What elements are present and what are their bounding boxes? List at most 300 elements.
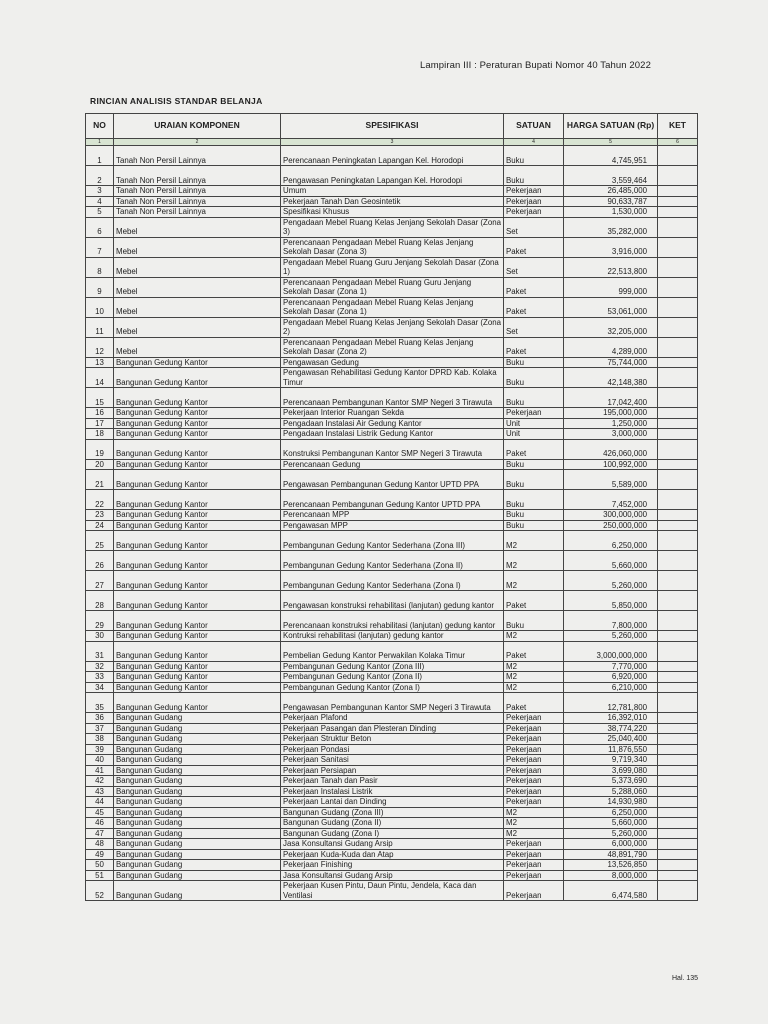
budget-table bbox=[85, 113, 698, 901]
table-cell-satuan: Buku bbox=[504, 368, 564, 388]
table-cell-satuan: Unit bbox=[504, 418, 564, 429]
table-row bbox=[86, 776, 698, 787]
table-row bbox=[86, 641, 698, 661]
table-cell-satuan: Buku bbox=[504, 388, 564, 408]
table-cell-harga: 53,061,000 bbox=[564, 297, 658, 317]
table-cell-ket bbox=[658, 755, 698, 766]
table-cell-satuan: Paket bbox=[504, 337, 564, 357]
table-cell-ket bbox=[658, 337, 698, 357]
table-cell-no: 22 bbox=[86, 490, 114, 510]
table-cell-no: 45 bbox=[86, 807, 114, 818]
table-cell-ket bbox=[658, 786, 698, 797]
table-cell-spesifikasi: Perencanaan Pengadaan Mebel Ruang Kelas Jenjang Sekolah Dasar (Zona 1) bbox=[281, 297, 504, 317]
table-cell-uraian: Bangunan Gedung Kantor bbox=[114, 388, 281, 408]
table-cell-uraian: Bangunan Gudang bbox=[114, 828, 281, 839]
table-cell-no: 3 bbox=[86, 186, 114, 197]
table-cell-no: 10 bbox=[86, 297, 114, 317]
table-cell-no: 38 bbox=[86, 734, 114, 745]
table-cell-no: 21 bbox=[86, 470, 114, 490]
table-cell-uraian: Mebel bbox=[114, 317, 281, 337]
table-cell-no: 15 bbox=[86, 388, 114, 408]
table-cell-spesifikasi: Kontruksi rehabilitasi (lanjutan) gedung kantor bbox=[281, 631, 504, 642]
table-cell-uraian: Tanah Non Persil Lainnya bbox=[114, 146, 281, 166]
table-row bbox=[86, 734, 698, 745]
table-cell-harga: 5,589,000 bbox=[564, 470, 658, 490]
table-cell-harga: 3,699,080 bbox=[564, 765, 658, 776]
table-row bbox=[86, 551, 698, 571]
table-cell-no: 7 bbox=[86, 237, 114, 257]
table-cell-uraian: Bangunan Gudang bbox=[114, 713, 281, 724]
table-row bbox=[86, 661, 698, 672]
table-cell-satuan: Set bbox=[504, 257, 564, 277]
table-cell-spesifikasi: Umum bbox=[281, 186, 504, 197]
table-cell-harga: 8,000,000 bbox=[564, 870, 658, 881]
table-cell-no: 12 bbox=[86, 337, 114, 357]
table-cell-ket bbox=[658, 217, 698, 237]
table-row bbox=[86, 818, 698, 829]
table-cell-no: 14 bbox=[86, 368, 114, 388]
table-cell-satuan: Pekerjaan bbox=[504, 839, 564, 850]
table-cell-ket bbox=[658, 870, 698, 881]
table-cell-harga: 6,250,000 bbox=[564, 807, 658, 818]
table-cell-uraian: Bangunan Gedung Kantor bbox=[114, 531, 281, 551]
table-cell-harga: 426,060,000 bbox=[564, 439, 658, 459]
table-cell-spesifikasi: Perencanaan Pembangunan Kantor SMP Negeri 3 Tirawuta bbox=[281, 388, 504, 408]
table-cell-ket bbox=[658, 693, 698, 713]
table-cell-harga: 250,000,000 bbox=[564, 520, 658, 531]
table-cell-no: 41 bbox=[86, 765, 114, 776]
table-cell-no: 40 bbox=[86, 755, 114, 766]
table-row bbox=[86, 828, 698, 839]
table-cell-harga: 26,485,000 bbox=[564, 186, 658, 197]
table-cell-spesifikasi: Pengawasan MPP bbox=[281, 520, 504, 531]
table-cell-no: 23 bbox=[86, 510, 114, 521]
table-row bbox=[86, 755, 698, 766]
table-cell-satuan: M2 bbox=[504, 531, 564, 551]
table-row bbox=[86, 510, 698, 521]
table-cell-satuan: Pekerjaan bbox=[504, 765, 564, 776]
table-cell-harga: 5,660,000 bbox=[564, 818, 658, 829]
table-cell-uraian: Bangunan Gedung Kantor bbox=[114, 470, 281, 490]
table-cell-ket bbox=[658, 551, 698, 571]
table-cell-spesifikasi: Pekerjaan Pondasi bbox=[281, 744, 504, 755]
column-header-no: NO bbox=[86, 114, 114, 139]
table-row bbox=[86, 186, 698, 197]
table-cell-uraian: Mebel bbox=[114, 237, 281, 257]
table-row bbox=[86, 337, 698, 357]
column-header-spesifikasi: SPESIFIKASI bbox=[281, 114, 504, 139]
table-cell-spesifikasi: Pembangunan Gedung Kantor Sederhana (Zona I) bbox=[281, 571, 504, 591]
table-cell-satuan: M2 bbox=[504, 631, 564, 642]
table-cell-spesifikasi: Pengawasan Gedung bbox=[281, 357, 504, 368]
table-cell-satuan: Pekerjaan bbox=[504, 881, 564, 901]
table-cell-no: 32 bbox=[86, 661, 114, 672]
table-row bbox=[86, 631, 698, 642]
table-row bbox=[86, 490, 698, 510]
table-cell-ket bbox=[658, 807, 698, 818]
table-cell-spesifikasi: Pembangunan Gedung Kantor (Zona II) bbox=[281, 672, 504, 683]
table-cell-no: 17 bbox=[86, 418, 114, 429]
table-row bbox=[86, 196, 698, 207]
table-cell-satuan: Paket bbox=[504, 693, 564, 713]
table-cell-harga: 6,250,000 bbox=[564, 531, 658, 551]
table-row bbox=[86, 839, 698, 850]
table-cell-spesifikasi: Pembelian Gedung Kantor Perwakilan Kolaka Timur bbox=[281, 641, 504, 661]
table-cell-satuan: Pekerjaan bbox=[504, 797, 564, 808]
table-cell-ket bbox=[658, 571, 698, 591]
table-cell-spesifikasi: Jasa Konsultansi Gudang Arsip bbox=[281, 839, 504, 850]
table-cell-satuan: Buku bbox=[504, 520, 564, 531]
table-row bbox=[86, 744, 698, 755]
table-cell-harga: 12,781,800 bbox=[564, 693, 658, 713]
table-cell-uraian: Mebel bbox=[114, 257, 281, 277]
table-cell-ket bbox=[658, 520, 698, 531]
table-cell-spesifikasi: Perencanaan konstruksi rehabilitasi (lanjutan) gedung kantor bbox=[281, 611, 504, 631]
table-cell-uraian: Bangunan Gudang bbox=[114, 881, 281, 901]
table-cell-spesifikasi: Pengadaan Mebel Ruang Kelas Jenjang Sekolah Dasar (Zona 2) bbox=[281, 317, 504, 337]
table-cell-harga: 5,260,000 bbox=[564, 631, 658, 642]
table-cell-satuan: Buku bbox=[504, 611, 564, 631]
table-row bbox=[86, 297, 698, 317]
table-cell-satuan: Pekerjaan bbox=[504, 755, 564, 766]
table-cell-harga: 100,992,000 bbox=[564, 459, 658, 470]
table-row bbox=[86, 418, 698, 429]
table-cell-no: 5 bbox=[86, 207, 114, 218]
table-cell-harga: 3,559,464 bbox=[564, 166, 658, 186]
table-cell-satuan: Set bbox=[504, 317, 564, 337]
table-cell-harga: 5,288,060 bbox=[564, 786, 658, 797]
table-cell-harga: 6,210,000 bbox=[564, 682, 658, 693]
document-title: RINCIAN ANALISIS STANDAR BELANJA bbox=[90, 96, 263, 106]
table-cell-harga: 3,000,000,000 bbox=[564, 641, 658, 661]
table-cell-ket bbox=[658, 277, 698, 297]
table-cell-harga: 6,920,000 bbox=[564, 672, 658, 683]
table-cell-no: 52 bbox=[86, 881, 114, 901]
table-cell-ket bbox=[658, 776, 698, 787]
table-cell-harga: 999,000 bbox=[564, 277, 658, 297]
table-cell-ket bbox=[658, 146, 698, 166]
table-cell-satuan: Paket bbox=[504, 277, 564, 297]
table-cell-uraian: Bangunan Gedung Kantor bbox=[114, 368, 281, 388]
table-cell-satuan: Unit bbox=[504, 429, 564, 440]
table-cell-uraian: Bangunan Gedung Kantor bbox=[114, 591, 281, 611]
table-cell-ket bbox=[658, 641, 698, 661]
table-cell-spesifikasi: Pembangunan Gedung Kantor (Zona III) bbox=[281, 661, 504, 672]
table-cell-uraian: Tanah Non Persil Lainnya bbox=[114, 196, 281, 207]
table-cell-satuan: Buku bbox=[504, 459, 564, 470]
table-cell-harga: 5,660,000 bbox=[564, 551, 658, 571]
table-cell-no: 51 bbox=[86, 870, 114, 881]
table-cell-harga: 25,040,400 bbox=[564, 734, 658, 745]
table-cell-spesifikasi: Perencanaan Pengadaan Mebel Ruang Guru Jenjang Sekolah Dasar (Zona 1) bbox=[281, 277, 504, 297]
table-cell-harga: 75,744,000 bbox=[564, 357, 658, 368]
table-cell-no: 18 bbox=[86, 429, 114, 440]
table-cell-ket bbox=[658, 510, 698, 521]
table-cell-harga: 7,452,000 bbox=[564, 490, 658, 510]
table-cell-harga: 6,474,580 bbox=[564, 881, 658, 901]
table-cell-ket bbox=[658, 734, 698, 745]
table-cell-uraian: Bangunan Gedung Kantor bbox=[114, 631, 281, 642]
table-cell-no: 39 bbox=[86, 744, 114, 755]
table-row bbox=[86, 870, 698, 881]
table-cell-spesifikasi: Perencanaan Pengadaan Mebel Ruang Kelas Jenjang Sekolah Dasar (Zona 3) bbox=[281, 237, 504, 257]
table-cell-satuan: Buku bbox=[504, 146, 564, 166]
table-cell-uraian: Bangunan Gudang bbox=[114, 797, 281, 808]
table-row bbox=[86, 237, 698, 257]
table-cell-harga: 7,800,000 bbox=[564, 611, 658, 631]
table-cell-uraian: Mebel bbox=[114, 337, 281, 357]
column-header-satuan: SATUAN bbox=[504, 114, 564, 139]
table-cell-harga: 42,148,380 bbox=[564, 368, 658, 388]
table-cell-satuan: Buku bbox=[504, 510, 564, 521]
table-cell-spesifikasi: Pekerjaan Tanah dan Pasir bbox=[281, 776, 504, 787]
table-cell-ket bbox=[658, 237, 698, 257]
table-cell-uraian: Bangunan Gedung Kantor bbox=[114, 672, 281, 683]
table-cell-ket bbox=[658, 611, 698, 631]
table-cell-satuan: Pekerjaan bbox=[504, 186, 564, 197]
table-row bbox=[86, 388, 698, 408]
table-cell-no: 29 bbox=[86, 611, 114, 631]
table-cell-spesifikasi: Perencanaan Pembangunan Gedung Kantor UPTD PPA bbox=[281, 490, 504, 510]
table-cell-ket bbox=[658, 439, 698, 459]
table-cell-uraian: Bangunan Gudang bbox=[114, 807, 281, 818]
table-cell-satuan: M2 bbox=[504, 571, 564, 591]
table-cell-harga: 13,526,850 bbox=[564, 860, 658, 871]
table-cell-no: 9 bbox=[86, 277, 114, 297]
table-cell-ket bbox=[658, 418, 698, 429]
table-cell-no: 35 bbox=[86, 693, 114, 713]
table-cell-harga: 300,000,000 bbox=[564, 510, 658, 521]
table-row bbox=[86, 470, 698, 490]
table-cell-ket bbox=[658, 723, 698, 734]
table-cell-ket bbox=[658, 818, 698, 829]
table-cell-satuan: Pekerjaan bbox=[504, 723, 564, 734]
table-cell-no: 47 bbox=[86, 828, 114, 839]
table-cell-no: 11 bbox=[86, 317, 114, 337]
table-cell-uraian: Bangunan Gudang bbox=[114, 849, 281, 860]
column-header-harga: HARGA SATUAN (Rp) bbox=[564, 114, 658, 139]
table-cell-spesifikasi: Pekerjaan Finishing bbox=[281, 860, 504, 871]
table-cell-spesifikasi: Jasa Konsultansi Gudang Arsip bbox=[281, 870, 504, 881]
table-cell-ket bbox=[658, 661, 698, 672]
table-row bbox=[86, 429, 698, 440]
table-row bbox=[86, 459, 698, 470]
table-cell-spesifikasi: Pekerjaan Pasangan dan Plesteran Dinding bbox=[281, 723, 504, 734]
table-cell-satuan: Pekerjaan bbox=[504, 408, 564, 419]
table-cell-uraian: Bangunan Gedung Kantor bbox=[114, 611, 281, 631]
table-cell-satuan: M2 bbox=[504, 818, 564, 829]
table-row bbox=[86, 723, 698, 734]
table-cell-no: 46 bbox=[86, 818, 114, 829]
table-cell-uraian: Bangunan Gudang bbox=[114, 734, 281, 745]
table-cell-ket bbox=[658, 682, 698, 693]
column-index: 3 bbox=[281, 139, 504, 146]
table-cell-spesifikasi: Pembangunan Gedung Kantor Sederhana (Zona III) bbox=[281, 531, 504, 551]
table-cell-satuan: Pekerjaan bbox=[504, 870, 564, 881]
table-cell-no: 25 bbox=[86, 531, 114, 551]
table-cell-spesifikasi: Pengawasan Peningkatan Lapangan Kel. Horodopi bbox=[281, 166, 504, 186]
table-cell-harga: 5,260,000 bbox=[564, 571, 658, 591]
table-cell-ket bbox=[658, 470, 698, 490]
table-cell-satuan: M2 bbox=[504, 682, 564, 693]
table-row bbox=[86, 682, 698, 693]
table-cell-spesifikasi: Pekerjaan Kuda-Kuda dan Atap bbox=[281, 849, 504, 860]
table-row bbox=[86, 277, 698, 297]
table-cell-harga: 195,000,000 bbox=[564, 408, 658, 419]
table-cell-harga: 5,373,690 bbox=[564, 776, 658, 787]
table-body bbox=[86, 146, 698, 901]
table-cell-satuan: Pekerjaan bbox=[504, 196, 564, 207]
table-row bbox=[86, 807, 698, 818]
table-cell-spesifikasi: Pengawasan Pembangunan Gedung Kantor UPTD PPA bbox=[281, 470, 504, 490]
table-cell-spesifikasi: Pengawasan Rehabilitasi Gedung Kantor DPRD Kab. Kolaka Timur bbox=[281, 368, 504, 388]
column-index: 5 bbox=[564, 139, 658, 146]
table-header-row bbox=[86, 114, 698, 139]
table-cell-harga: 1,250,000 bbox=[564, 418, 658, 429]
table-cell-ket bbox=[658, 459, 698, 470]
table-cell-spesifikasi: Pekerjaan Interior Ruangan Sekda bbox=[281, 408, 504, 419]
table-cell-uraian: Bangunan Gedung Kantor bbox=[114, 510, 281, 521]
table-cell-harga: 16,392,010 bbox=[564, 713, 658, 724]
table-cell-no: 42 bbox=[86, 776, 114, 787]
table-cell-satuan: Paket bbox=[504, 641, 564, 661]
table-cell-no: 19 bbox=[86, 439, 114, 459]
table-cell-harga: 38,774,220 bbox=[564, 723, 658, 734]
table-cell-uraian: Mebel bbox=[114, 277, 281, 297]
table-cell-no: 30 bbox=[86, 631, 114, 642]
table-cell-uraian: Bangunan Gudang bbox=[114, 723, 281, 734]
table-row bbox=[86, 368, 698, 388]
table-cell-no: 26 bbox=[86, 551, 114, 571]
table-cell-no: 4 bbox=[86, 196, 114, 207]
table-row bbox=[86, 257, 698, 277]
table-cell-spesifikasi: Perencanaan Pengadaan Mebel Ruang Kelas Jenjang Sekolah Dasar (Zona 2) bbox=[281, 337, 504, 357]
table-cell-uraian: Bangunan Gedung Kantor bbox=[114, 682, 281, 693]
table-cell-uraian: Bangunan Gudang bbox=[114, 860, 281, 871]
table-cell-uraian: Bangunan Gedung Kantor bbox=[114, 490, 281, 510]
table-cell-ket bbox=[658, 196, 698, 207]
table-cell-harga: 6,000,000 bbox=[564, 839, 658, 850]
table-cell-spesifikasi: Pekerjaan Sanitasi bbox=[281, 755, 504, 766]
table-cell-no: 28 bbox=[86, 591, 114, 611]
table-cell-satuan: Pekerjaan bbox=[504, 776, 564, 787]
table-cell-satuan: Pekerjaan bbox=[504, 860, 564, 871]
table-cell-ket bbox=[658, 408, 698, 419]
table-cell-ket bbox=[658, 186, 698, 197]
table-row bbox=[86, 693, 698, 713]
table-cell-ket bbox=[658, 744, 698, 755]
table-cell-spesifikasi: Perencanaan Gedung bbox=[281, 459, 504, 470]
table-cell-ket bbox=[658, 357, 698, 368]
table-row bbox=[86, 713, 698, 724]
table-cell-spesifikasi: Pembangunan Gedung Kantor Sederhana (Zona II) bbox=[281, 551, 504, 571]
table-cell-ket bbox=[658, 368, 698, 388]
table-cell-no: 24 bbox=[86, 520, 114, 531]
table-cell-ket bbox=[658, 531, 698, 551]
table-cell-no: 34 bbox=[86, 682, 114, 693]
table-cell-harga: 4,745,951 bbox=[564, 146, 658, 166]
table-cell-ket bbox=[658, 429, 698, 440]
table-row bbox=[86, 520, 698, 531]
table-cell-satuan: Buku bbox=[504, 470, 564, 490]
table-cell-satuan: Paket bbox=[504, 297, 564, 317]
table-cell-ket bbox=[658, 631, 698, 642]
table-row bbox=[86, 571, 698, 591]
table-cell-spesifikasi: Pekerjaan Plafond bbox=[281, 713, 504, 724]
table-cell-spesifikasi: Pengadaan Mebel Ruang Kelas Jenjang Sekolah Dasar (Zona 3) bbox=[281, 217, 504, 237]
table-cell-no: 44 bbox=[86, 797, 114, 808]
table-cell-no: 31 bbox=[86, 641, 114, 661]
table-cell-harga: 4,289,000 bbox=[564, 337, 658, 357]
table-row bbox=[86, 207, 698, 218]
table-cell-no: 33 bbox=[86, 672, 114, 683]
table-cell-uraian: Bangunan Gedung Kantor bbox=[114, 429, 281, 440]
table-cell-harga: 1,530,000 bbox=[564, 207, 658, 218]
table-cell-no: 27 bbox=[86, 571, 114, 591]
table-cell-satuan: Pekerjaan bbox=[504, 786, 564, 797]
table-cell-satuan: Set bbox=[504, 217, 564, 237]
table-cell-no: 2 bbox=[86, 166, 114, 186]
table-cell-no: 13 bbox=[86, 357, 114, 368]
table-row bbox=[86, 166, 698, 186]
table-cell-uraian: Bangunan Gudang bbox=[114, 870, 281, 881]
table-cell-uraian: Mebel bbox=[114, 297, 281, 317]
table-cell-ket bbox=[658, 317, 698, 337]
table-cell-spesifikasi: Pekerjaan Instalasi Listrik bbox=[281, 786, 504, 797]
table-row bbox=[86, 357, 698, 368]
table-cell-uraian: Bangunan Gedung Kantor bbox=[114, 661, 281, 672]
table-cell-spesifikasi: Pengawasan Pembangunan Kantor SMP Negeri 3 Tirawuta bbox=[281, 693, 504, 713]
table-cell-satuan: Buku bbox=[504, 166, 564, 186]
table-cell-uraian: Bangunan Gedung Kantor bbox=[114, 693, 281, 713]
table-cell-spesifikasi: Pekerjaan Tanah Dan Geosintetik bbox=[281, 196, 504, 207]
table-cell-spesifikasi: Pembangunan Gedung Kantor (Zona I) bbox=[281, 682, 504, 693]
table-cell-uraian: Tanah Non Persil Lainnya bbox=[114, 186, 281, 197]
table-cell-satuan: Pekerjaan bbox=[504, 207, 564, 218]
table-cell-ket bbox=[658, 297, 698, 317]
table-cell-uraian: Bangunan Gedung Kantor bbox=[114, 408, 281, 419]
table-cell-satuan: Pekerjaan bbox=[504, 734, 564, 745]
table-cell-satuan: M2 bbox=[504, 672, 564, 683]
table-cell-harga: 22,513,800 bbox=[564, 257, 658, 277]
table-row bbox=[86, 765, 698, 776]
table-cell-satuan: Buku bbox=[504, 490, 564, 510]
table-row bbox=[86, 672, 698, 683]
table-cell-harga: 32,205,000 bbox=[564, 317, 658, 337]
table-cell-harga: 5,260,000 bbox=[564, 828, 658, 839]
table-cell-spesifikasi: Spesifikasi Khusus bbox=[281, 207, 504, 218]
table-cell-spesifikasi: Konstruksi Pembangunan Kantor SMP Negeri 3 Tirawuta bbox=[281, 439, 504, 459]
table-cell-uraian: Bangunan Gedung Kantor bbox=[114, 357, 281, 368]
table-cell-satuan: Buku bbox=[504, 357, 564, 368]
table-row bbox=[86, 591, 698, 611]
column-index: 4 bbox=[504, 139, 564, 146]
table-cell-satuan: M2 bbox=[504, 828, 564, 839]
table-cell-satuan: Pekerjaan bbox=[504, 713, 564, 724]
table-cell-ket bbox=[658, 591, 698, 611]
table-row bbox=[86, 797, 698, 808]
table-row bbox=[86, 860, 698, 871]
table-cell-spesifikasi: Pekerjaan Kusen Pintu, Daun Pintu, Jendela, Kaca dan Ventilasi bbox=[281, 881, 504, 901]
table-cell-ket bbox=[658, 765, 698, 776]
table-cell-no: 50 bbox=[86, 860, 114, 871]
table-cell-no: 8 bbox=[86, 257, 114, 277]
table-cell-spesifikasi: Pekerjaan Persiapan bbox=[281, 765, 504, 776]
table-cell-no: 6 bbox=[86, 217, 114, 237]
column-header-uraian: URAIAN KOMPONEN bbox=[114, 114, 281, 139]
table-cell-spesifikasi: Perencanaan MPP bbox=[281, 510, 504, 521]
table-cell-no: 1 bbox=[86, 146, 114, 166]
